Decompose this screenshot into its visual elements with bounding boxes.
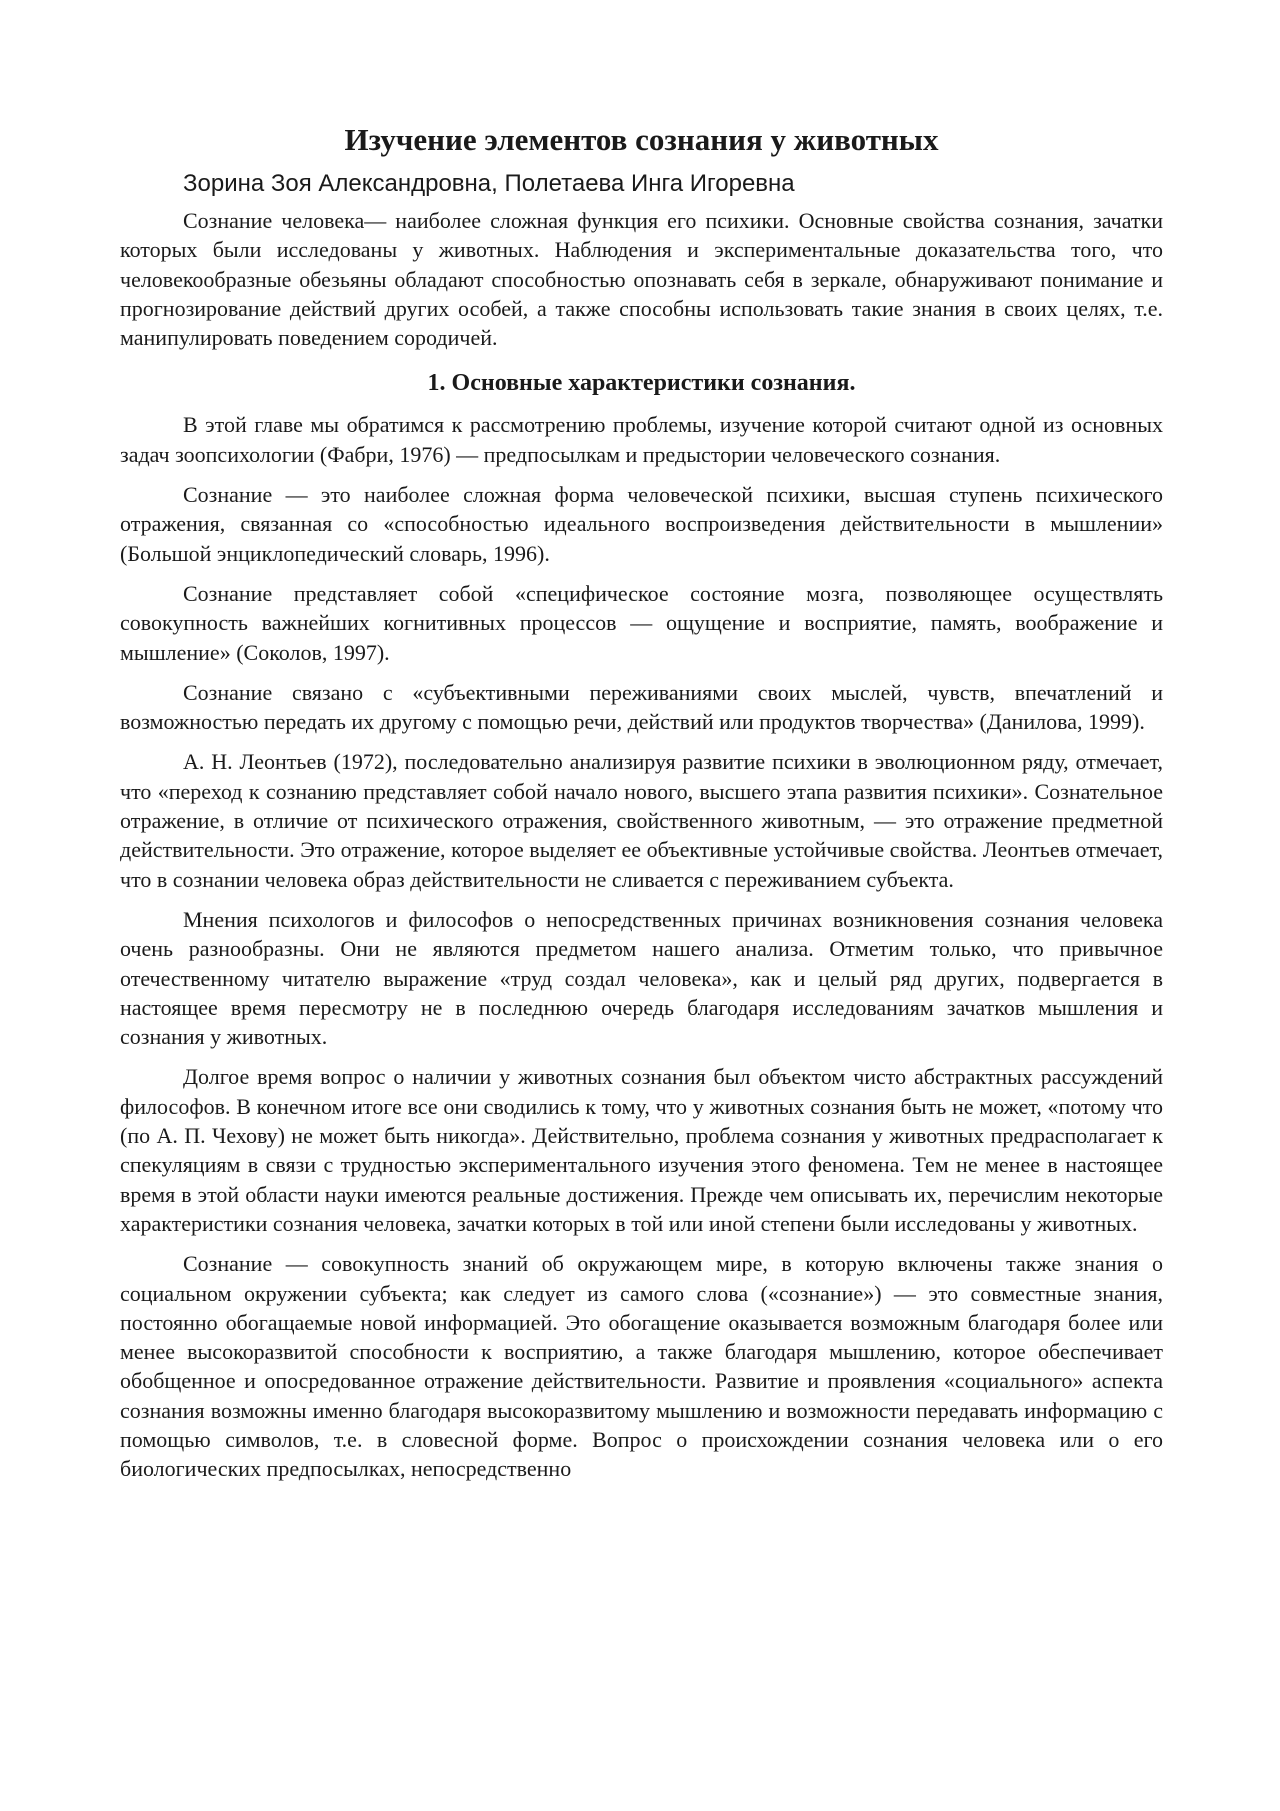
section-heading: 1. Основные характеристики сознания. — [427, 370, 856, 397]
body-paragraph: В этой главе мы обратимся к рассмотрению проблемы, изучение которой считают одной из основных задач зоопсихологии (Фабри, 1976) — предпосылкам и предыстории человеческого сознания. — [120, 412, 1163, 467]
body-paragraph: Долгое время вопрос о наличии у животных сознания был объектом чисто абстрактных рассуждений философов. В конечном итоге все они сводились к тому, что у животных сознания быть не может, «потому что (по А. П. Чехову) не может быть никогда». Действительно, проблема сознания у животных предрасполагает к спекуляциям в связи с трудностью экспериментального изучения этого феномена. Тем не менее в настоящее время в этой области науки имеются реальные достижения. Прежде чем описывать их, перечислим некоторые характеристики сознания человека, зачатки которых в той или иной степени были исследованы у животных. — [120, 1064, 1163, 1236]
body-paragraph: Сознание — это наиболее сложная форма человеческой психики, высшая ступень психического отражения, связанная со «способностью идеального воспроизведения действительности в мышлении» (Большой энциклопедический словарь, 1996). — [120, 482, 1163, 566]
body-paragraph: Сознание представляет собой «специфическое состояние мозга, позволяющее осуществлять совокупность важнейших когнитивных процессов — ощущение и восприятие, память, воображение и мышление» (Соколов, 1997). — [120, 580, 1163, 665]
body-paragraph: Сознание связано с «субъективными переживаниями своих мыслей, чувств, впечатлений и возможностью передать их другому с помощью речи, действий или продуктов творчества» (Данилова, 1999). — [120, 679, 1163, 735]
document-page — [120, 118, 1163, 1484]
body-paragraph: Сознание — совокупность знаний об окружающем мире, в которую включены также знания о социальном окружении субъекта; как следует из самого слова («сознание») — это совместные знания, постоянно обогащаемые новой информацией. Это обогащение оказывается возможным благодаря более или менее высокоразвитой способности к восприятию, а также благодаря мышлению, которое обеспечивает обобщенное и опосредованное отражение действительности. Развитие и проявления «социального» аспекта сознания возможны именно благодаря высокоразвитому мышлению и возможности передавать информацию с помощью символов, т.е. в словесной форме. Вопрос о происхождении сознания человека или о его биологических предпосылках, непосредственно — [120, 1251, 1163, 1482]
body-paragraph: Мнения психологов и философов о непосредственных причинах возникновения сознания человека очень разнообразны. Они не являются предметом нашего анализа. Отметим только, что привычное отечественному читателю выражение «труд создал человека», как и целый ряд других, подвергается в настоящее время пересмотру не в последнюю очередь благодаря исследованиям зачатков мышления и сознания у животных. — [120, 906, 1163, 1050]
intro-paragraph: Сознание человека— наиболее сложная функция его психики. Основные свойства сознания, зачатки которых были исследованы у животных. Наблюдения и экспериментальные доказательства того, что человекообразные обезьяны обладают способностью опознавать себя в зеркале, обнаруживают понимание и прогнозирование действий других особей, а также способны использовать такие знания в своих целях, т.е. манипулировать поведением сородичей. — [120, 208, 1163, 351]
body-paragraph: А. Н. Леонтьев (1972), последовательно анализируя развитие психики в эволюционном ряду, отмечает, что «переход к сознанию представляет собой начало нового, высшего этапа развития психики». Сознательное отражение, в отличие от психического отражения, свойственного животным, — это отражение предметной действительности. Это отражение, которое выделяет ее объективные устойчивые свойства. Леонтьев отмечает, что в сознании человека образ действительности не сливается с переживанием субъекта. — [120, 749, 1163, 892]
document-title: Изучение элементов сознания у животных — [344, 122, 939, 157]
authors-line: Зорина Зоя Александровна, Полетаева Инга Игоревна — [183, 170, 795, 197]
